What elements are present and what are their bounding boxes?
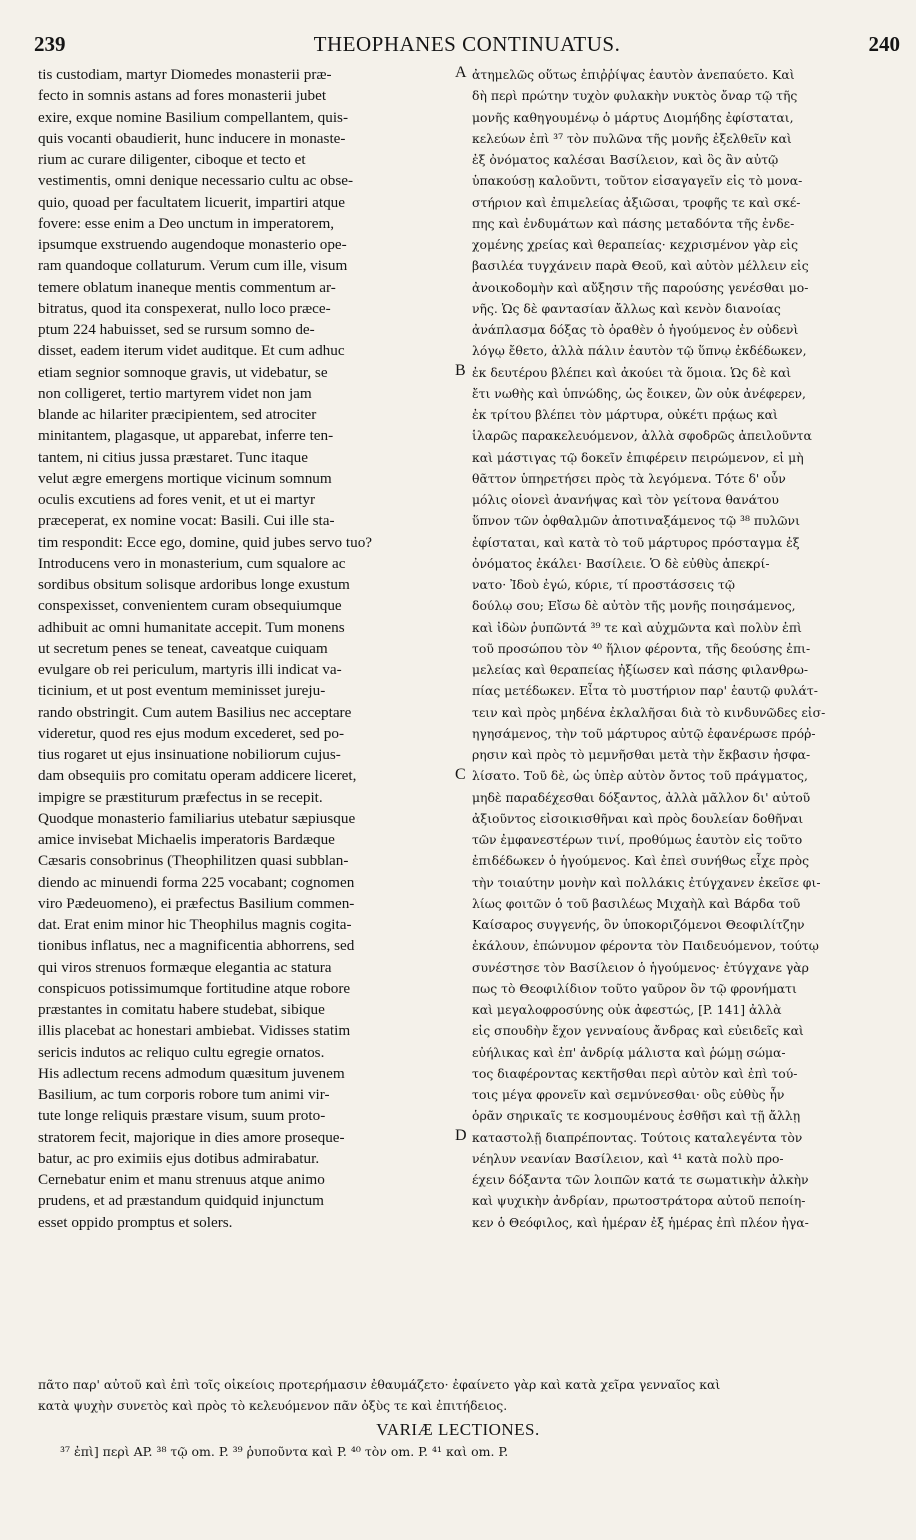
latin-text-line: ipsumque exstruendo augendoque monasterio ope- [38,236,347,253]
greek-text-line: νατο· Ἰδοὺ ἐγώ, κύριε, τί προστάσσεις τῷ [472,577,735,592]
greek-column [472,64,879,1233]
variae-lectiones-title: VARIÆ LECTIONES. [376,1420,540,1439]
greek-text-line: Καίσαρος συγγενής, ὃν ὑποκοριζόμενοι Θεοφιλίτζην [472,917,805,932]
right-page-number: 240 [868,32,900,56]
latin-text-line: batur, ac pro eximiis ejus dotibus admirabatur. [38,1149,320,1167]
latin-text-line: videretur, quod res ejus modum excederet, sed po- [38,724,344,742]
greek-text-line: ὁρᾶν σηρικαῖς τε κοσμουμένους ἐσθῆσι καὶ τῇ ἄλλῃ [472,1108,801,1124]
margin-letter-a: A [455,64,467,81]
full-width-line-2: κατὰ ψυχὴν συνετὸς καὶ πρὸς τὸ κελευόμενον πᾶν ὀξὺς τε καὶ ἐπιτήδειος. [38,1398,508,1413]
greek-text-line: νέηλυν νεανίαν Βασίλειον, καὶ ⁴¹ κατὰ πολὺ προ- [472,1150,784,1166]
latin-text-line: tionibus inflatus, nec a magnificentia abhorrens, sed [38,937,355,955]
latin-text-line: rium ac curare diligenter, ciboque et tecto et [38,151,306,168]
greek-text-line: πως τὸ Θεοφιλίδιον τοῦτο γαῦρον ὂν τῷ φρονήματι [472,980,797,996]
latin-text-line: tantem, ni citius jussa præstaret. Tunc itaque [38,448,308,466]
greek-text-line: λόγῳ ἔθετο, ἀλλὰ πάλιν ἑαυτὸν τῷ ὕπνῳ ἐκδέδωκεν, [472,343,807,359]
latin-text-line: esset oppido promptus et solers. [38,1213,233,1231]
latin-text-line: conspexisset, convenientem curam obsequiumque [38,597,342,615]
latin-text-line: tim respondit: Ecce ego, domine, quid jubes servo tuo? [38,533,373,551]
greek-text-line: ἀνάπλασμα δόξας τὸ ὁραθὲν ὁ ἡγούμενος ἐν οὐδενὶ [472,322,799,337]
left-page-number: 239 [34,32,66,56]
greek-text-line: τοῦ προσώπου τὸν ⁴⁰ ἥλιον φέροντα, τῆς δεούσης ἐπι- [472,640,811,656]
greek-text-line: ἀτημελῶς οὕτως ἐπιῤῥίψας ἑαυτὸν ἀνεπαύετο. Καὶ [472,67,795,82]
latin-text-line: fovere: esse enim a Deo unctum in imperatorem, [38,214,335,232]
greek-text-line: ρησιν καὶ πρὸς τὸ μεμνῆσθαι μετὰ τὴν ἔκβασιν ἠσφα- [472,747,811,762]
latin-text-line: prudens, et ad præstandum quidquid injunctum [38,1192,324,1210]
latin-text-line: exire, exque nomine Basilium compellantem, quis- [38,108,349,126]
latin-text-line: illis placebat ac honestari ambiebat. Vidisses statim [38,1022,351,1040]
latin-text-line: rando obstringit. Cum autem Basilius nec acceptare [38,703,352,721]
greek-text-line: βασιλέα τυγχάνειν παρὰ Θεοῦ, καὶ αὐτὸν μέλλειν εἰς [472,258,809,274]
latin-text-line: diendo ac minuendi forma 225 vocabant; cognomen [38,873,355,891]
margin-letter-b: B [455,362,466,379]
greek-text-line: λίως φοιτῶν ὁ τοῦ βασιλέως Μιχαὴλ καὶ Βάρδα τοῦ [472,895,801,911]
greek-text-line: ηγησάμενος, τὴν τοῦ μάρτυρος αὐτῷ ἐφανέρωσε πρόῤ- [472,725,816,741]
latin-text-line: viro Pædeuomeno), ei præfectus Basilium commen- [38,894,355,912]
greek-text-line: μηδὲ παραδέχεσθαι δόξαντος, ἀλλὰ μᾶλλον δι' αὐτοῦ [472,789,811,805]
greek-text-line: ὕπνον τῶν ὀφθαλμῶν ἀποτιναξάμενος τῷ ³⁸ πυλῶνι [472,513,800,529]
latin-text-line: blande ac hilariter præcipientem, sed atrociter [38,406,317,423]
greek-text-line: τος διαφέροντας κεκτῆσθαι περὶ αὐτὸν καὶ ἐπὶ τού- [472,1065,798,1081]
latin-text-line: conspicuos potissimumque fortitudine atque robore [38,979,351,997]
latin-text-line: Basilium, ac tum corporis robore tum animi vir- [38,1086,330,1103]
greek-text-line: ὀνόματος ἐκάλει· Βασίλειε. Ὁ δὲ εὐθὺς ἀπεκρί- [472,555,770,571]
latin-text-line: vestimentis, omni denique necessario cultu ac obse- [38,172,354,190]
greek-text-line: κεν ὁ Θεόφιλος, καὶ ἡμέραν ἐξ ἡμέρας ἐπὶ πλέον ἠγα- [472,1214,809,1230]
latin-text-line: sordibus obsitum solisque ardoribus longe exustum [38,576,350,593]
greek-text-line: ἐξ ὀνόματος καλέσαι Βασίλειον, καὶ ὃς ἂν αὐτῷ [472,152,779,167]
greek-text-line: έχειν δόξαντα τῶν λοιπῶν κατά τε σωματικὴν ἀλκὴν [472,1172,809,1187]
latin-text-line: etiam segnior somnoque gravis, ut videbatur, se [38,363,328,381]
latin-text-line: quis vocanti obaudierit, hunc inducere in monaste- [38,129,346,147]
latin-text-line: adhibuit ac omni humanitate accepit. Tum monens [38,618,345,636]
greek-text-line: κελεύων ἐπὶ ³⁷ τὸν πυλῶνα τῆς μονῆς ἐξελθεῖν καὶ [472,130,792,146]
greek-text-line: ἀνοικοδομὴν καὶ αὔξησιν τῆς παρούσης γενέσθαι μο- [472,279,809,295]
greek-text-line: μόλις οἱονεὶ ἀνανήψας καὶ τὸν γείτονα θανάτου [472,492,779,507]
latin-text-line: His adlectum recens admodum quæsitum juvenem [38,1064,345,1082]
latin-text-line: oculis excutiens ad fores venit, et ut ei martyr [38,491,316,508]
latin-text-line: minitantem, plagasque, ut apparebat, inferre ten- [38,427,334,445]
greek-text-line: ἐκ δευτέρου βλέπει καὶ ἀκούει τὰ ὅμοια. Ὡς δὲ καὶ [472,364,792,380]
latin-text-line: præceperat, ex nomine vocat: Basili. Cui ille sta- [38,512,335,530]
greek-text-line: στήριον καὶ ἐπιμελείας ἀξιῶσαι, τροφῆς τε καὶ σκέ- [472,194,801,210]
latin-text-line: velut ægre emergens mortique vicinum somnum [38,469,332,487]
variae-lectiones-notes: ³⁷ ἐπὶ] περὶ AP. ³⁸ τῷ om. P. ³⁹ ῥυποῦντα καὶ P. ⁴⁰ τὸν om. P. ⁴¹ καὶ om. P. [60,1444,509,1459]
latin-text-line: qui viros strenuos formæque elegantia ac statura [38,958,332,976]
greek-text-line: θᾶττον ὑπηρετήσει πρὸς τὰ λεγόμενα. Τότε δ' οὖν [472,470,786,486]
latin-text-line: impigre se præstiturum præfectus in se recepit. [38,788,323,806]
greek-text-line: ἀξιοῦντος εἰσοικισθῆναι καὶ πρὸς δουλείαν δοθῆναι [472,810,804,826]
latin-text-line: evulgare ob rei periculum, martyris illi indicat va- [38,661,342,678]
greek-text-line: ἐπιδέδωκεν ὁ ἡγούμενος. Καὶ ἐπεὶ συνήθως εἶχε πρὸς [472,853,810,869]
greek-text-line: μελείας καὶ θεραπείας ἠξίωσεν καὶ πάσης φιλανθρω- [472,662,809,677]
latin-text-line: tius rogaret ut ejus insinuatione nobiliorum cujus- [38,746,341,763]
running-header [34,32,900,62]
latin-text-line: dam obsequiis pro comitatu operam addicere liceret, [38,767,357,785]
greek-text-line: τὴν τοιαύτην μονὴν καὶ πολλάκις ἐτύγχανεν ἐκεῖσε φι- [472,874,821,890]
greek-text-line: καταστολῇ διαπρέποντας. Τούτοις καταλεγέντα τὸν [472,1129,803,1145]
greek-text-line: ὑπακούσῃ καλοῦντι, τοῦτον εἰσαγαγεῖν εἰς τὸ μονα- [472,173,803,189]
latin-text-line: sericis indutos ac reliquo cultu egregie ornatos. [38,1043,325,1061]
latin-text-line: ticinium, et ut post eventum meminisset jureju- [38,682,326,700]
latin-text-line: stratorem fecit, majorique in dies amore proseque- [38,1128,345,1146]
greek-text-line: χομένης χρείας καὶ θεραπείας· κεχρισμένον γὰρ εἰς [472,237,799,252]
greek-text-line: τειν καὶ πρὸς μηδένα ἐκλαλῆσαι διὰ τὸ κινδυνῶδες εἰσ- [472,704,826,720]
latin-text-line: Cæsaris consobrinus (Theophilitzen quasi subblan- [38,852,349,870]
greek-text-line: λίσατο. Τοῦ δὲ, ὡς ὑπὲρ αὐτὸν ὄντος τοῦ πράγματος, [472,768,808,784]
latin-text-line: amice invisebat Michaelis imperatoris Bardæque [38,831,335,848]
greek-text-line: ἐφίσταται, καὶ κατὰ τὸ τοῦ μάρτυρος πρόσταγμα ἐξ [472,534,800,550]
latin-text-line: disset, eadem iterum videt auditque. Et cum adhuc [38,342,345,360]
greek-text-line: πίας μετέδωκεν. Εἶτα τὸ μυστήριον παρ' ἑαυτῷ φυλάτ- [472,683,818,699]
greek-text-line: ἐκ τρίτου βλέπει τὸν μάρτυρα, οὐκέτι πρᾴως καὶ [472,407,778,422]
greek-text-line: συνέστησε τὸν Βασίλειον ὁ ἡγούμενος· ἐτύγχανε γὰρ [472,959,809,975]
margin-letter-d: D [455,1127,467,1144]
greek-text-line: ἱλαρῶς παρακελευόμενον, ἀλλὰ σφοδρῶς ἀπειλοῦντα [472,428,812,444]
latin-text-line: præstantes in comitatu habere studebat, sibique [38,1001,325,1018]
latin-text-line: temere oblatum inaneque mentis commentum ar- [38,278,336,296]
latin-text-line: ut secretum penes se teneat, caveatque cuiquam [38,639,328,657]
greek-text-line: μονῆς καθηγουμένῳ ὁ μάρτυς Διομήδης ἐφίσταται, [472,109,794,125]
greek-text-line: τῶν ἐμφανεστέρων τινί, προθύμως ἑαυτὸν εἰς τοῦτο [472,832,803,847]
running-title: THEOPHANES CONTINUATUS. [313,32,621,56]
latin-text-line: Introducens vero in monasterium, cum squalore ac [38,554,346,572]
greek-text-line: καὶ μεγαλοφροσύνης οὐκ ἀφεστώς, [P. 141] ἀλλὰ [472,1002,782,1017]
latin-text-line: ptum 224 habuisset, sed se rursum somno de- [38,321,315,338]
greek-text-line: καὶ ψυχικὴν ἀνδρίαν, πρωτοστράτορα αὐτοῦ πεποίη- [472,1193,806,1209]
greek-text-line: νῆς. Ὡς δὲ φαντασίαν ἄλλως καὶ κενὸν διανοίας [472,300,781,316]
latin-text-line: Quodque monasterio familiarius utebatur sæpiusque [38,809,356,827]
greek-text-line: πης καὶ ἐνδυμάτων καὶ πάσης μεταδόντα τῆς ἐνδε- [472,215,795,231]
latin-column [38,64,452,1233]
latin-text-line: dat. Erat enim minor hic Theophilus magnis cogita- [38,916,352,933]
greek-text-line: δὴ περὶ πρώτην τυχὸν φυλακὴν νυκτὸς ὄναρ τῷ τῆς [472,88,798,104]
latin-text-line: bitratus, quod ita conspexerat, nullo loco præce- [38,299,331,317]
greek-text-line: εὐήλικας καὶ ἐπ' ἀνδρίᾳ μάλιστα καὶ ῥώμῃ σώμα- [472,1044,786,1060]
greek-text-line: τοις μέγα φρονεῖν καὶ σεμνύνεσθαι· οὓς εὐθὺς ἦν [472,1087,785,1102]
latin-text-line: ram quandoque collaturum. Verum cum ille, visum [38,257,348,275]
latin-text-line: Cernebatur enim et manu strenuus atque animo [38,1171,325,1188]
greek-text-line: ἐκάλουν, ἐπώνυμον φέροντα τὸν Παιδευόμενον, τούτῳ [472,938,819,954]
greek-text-line: ἔτι νωθὴς καὶ ὑπνώδης, ὡς ἔοικεν, ὢν οὐκ ἀνέφερεν, [472,385,806,401]
full-width-line-1: πᾶτο παρ' αὐτοῦ καὶ ἐπὶ τοῖς οἰκείοις προτερήμασιν ἐθαυμάζετο· ἐφαίνετο γὰρ καὶ κατὰ χεῖρα γενναῖος καὶ [38,1377,721,1392]
latin-text-line: tis custodiam, martyr Diomedes monasterii præ- [38,66,332,83]
greek-text-line: δούλῳ σου; Εἴσω δὲ αὐτὸν τῆς μονῆς ποιησάμενος, [472,598,796,614]
latin-text-line: non colligeret, tertio martyrem videt non jam [38,384,312,402]
margin-letter-c: C [455,766,466,783]
latin-text-line: fecto in somnis astans ad fores monasterii jubet [38,87,327,105]
latin-text-line: quio, quoad per facultatem licuerit, impartiri atque [38,193,346,211]
greek-text-line: εἰς σπουδὴν ἔχον γενναίους ἄνδρας καὶ εὐειδεῖς καὶ [472,1023,804,1039]
greek-text-line: καὶ μάστιγας τῷ δοκεῖν ἐπιφέρειν πειρώμενον, εἰ μὴ [472,449,804,465]
greek-text-line: καὶ ἰδὼν ῥυπῶντά ³⁹ τε καὶ αὐχμῶντα καὶ πολὺν ἐπὶ [472,619,802,635]
latin-text-line: tute longe reliquis præstare visum, suum proto- [38,1107,326,1125]
